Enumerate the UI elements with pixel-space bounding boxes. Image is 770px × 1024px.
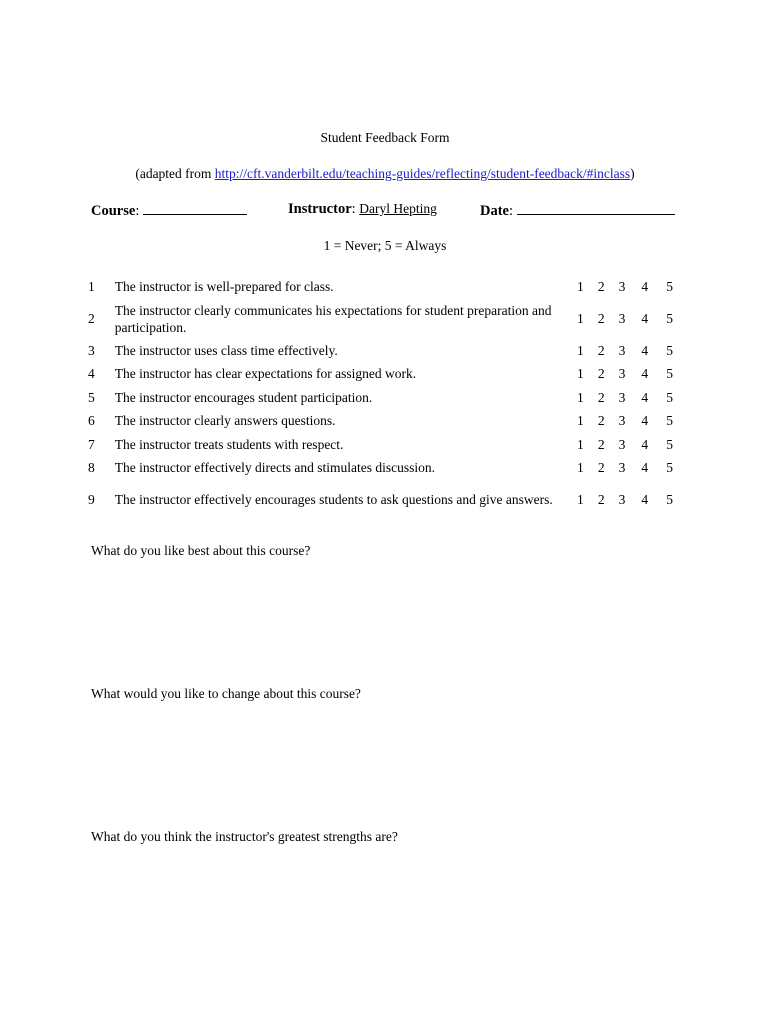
rating-option-1[interactable]: 1 <box>577 492 584 507</box>
date-label: Date <box>480 203 509 219</box>
question-row <box>88 299 682 339</box>
form-title: Student Feedback Form <box>320 130 450 145</box>
question-text: The instructor clearly communicates his expectations for student preparation and participation. <box>114 302 552 335</box>
rating-option-5[interactable]: 5 <box>666 342 673 358</box>
instructor-label: Instructor <box>288 201 352 217</box>
question-row <box>88 275 682 299</box>
question-number: 5 <box>88 389 95 405</box>
course-blank[interactable] <box>143 201 247 215</box>
rating-option-1[interactable]: 1 <box>577 460 584 476</box>
instructor-name: Daryl Hepting <box>359 201 437 216</box>
rating-option-3[interactable]: 3 <box>618 366 626 382</box>
question-text: The instructor encourages student participation. <box>114 389 373 405</box>
question-text: The instructor effectively encourages students to ask questions and give answers. <box>114 492 553 507</box>
rating-option-2[interactable]: 2 <box>597 342 605 358</box>
rating-option-4[interactable]: 4 <box>641 460 649 476</box>
rating-option-1[interactable]: 1 <box>577 366 584 382</box>
rating-option-4[interactable]: 4 <box>641 436 649 452</box>
rating-option-1[interactable]: 1 <box>577 413 584 429</box>
rating-option-1[interactable]: 1 <box>577 279 584 295</box>
source-citation <box>0 166 770 182</box>
question-row <box>88 409 682 433</box>
source-link[interactable]: http://cft.vanderbilt.edu/teaching-guides/reflecting/student-feedback/#inclass <box>214 166 631 181</box>
question-number: 2 <box>88 311 95 326</box>
rating-option-4[interactable]: 4 <box>641 366 649 382</box>
rating-option-3[interactable]: 3 <box>618 389 626 405</box>
rating-option-1[interactable]: 1 <box>577 436 584 452</box>
question-row <box>88 362 682 386</box>
rating-option-1[interactable]: 1 <box>577 389 584 405</box>
source-suffix: ) <box>630 166 635 181</box>
form-header-fields <box>91 201 681 223</box>
question-text: The instructor has clear expectations for assigned work. <box>114 366 417 382</box>
question-number: 1 <box>88 279 95 295</box>
rating-option-4[interactable]: 4 <box>641 389 649 405</box>
rating-option-4[interactable]: 4 <box>641 311 649 326</box>
rating-option-3[interactable]: 3 <box>618 436 626 452</box>
rating-option-4[interactable]: 4 <box>641 492 649 507</box>
instructor-field: Instructor: Daryl Hepting <box>288 201 437 217</box>
rating-option-3[interactable]: 3 <box>618 492 626 507</box>
rating-option-5[interactable]: 5 <box>666 311 673 326</box>
rating-option-2[interactable]: 2 <box>597 311 605 326</box>
course-label: Course <box>91 203 136 219</box>
rating-option-5[interactable]: 5 <box>666 436 673 452</box>
rating-option-5[interactable]: 5 <box>666 279 673 295</box>
rating-option-2[interactable]: 2 <box>597 460 605 476</box>
rating-option-2[interactable]: 2 <box>597 366 605 382</box>
rating-option-3[interactable]: 3 <box>618 413 626 429</box>
rating-option-2[interactable]: 2 <box>597 279 605 295</box>
rating-option-5[interactable]: 5 <box>666 460 673 476</box>
question-number: 9 <box>88 492 95 507</box>
source-prefix: (adapted from <box>135 166 215 181</box>
rating-option-3[interactable]: 3 <box>618 342 626 358</box>
rating-option-1[interactable]: 1 <box>577 342 584 358</box>
open-question-strengths: What do you think the instructor's greatest strengths are? <box>91 829 398 844</box>
question-text: The instructor uses class time effectively. <box>114 342 338 358</box>
rating-option-2[interactable]: 2 <box>597 389 605 405</box>
rating-option-2[interactable]: 2 <box>597 492 605 507</box>
rating-option-3[interactable]: 3 <box>618 460 626 476</box>
question-text: The instructor effectively directs and stimulates discussion. <box>114 460 436 476</box>
question-row <box>88 339 682 363</box>
rating-option-5[interactable]: 5 <box>666 366 673 382</box>
rating-option-1[interactable]: 1 <box>577 311 584 326</box>
rating-option-5[interactable]: 5 <box>666 389 673 405</box>
question-number: 8 <box>88 460 95 476</box>
open-question-change: What would you like to change about this course? <box>91 686 361 701</box>
question-row <box>88 456 682 480</box>
rating-option-3[interactable]: 3 <box>618 279 626 295</box>
date-field: Date: <box>480 201 675 220</box>
rating-questions-table <box>88 275 682 520</box>
question-text: The instructor is well-prepared for class. <box>114 279 334 295</box>
rating-option-5[interactable]: 5 <box>666 413 673 429</box>
rating-option-2[interactable]: 2 <box>597 413 605 429</box>
rating-option-4[interactable]: 4 <box>641 413 649 429</box>
open-question-like-best: What do you like best about this course? <box>91 543 311 558</box>
rating-option-2[interactable]: 2 <box>597 436 605 452</box>
rating-option-5[interactable]: 5 <box>666 492 673 507</box>
question-row <box>88 433 682 457</box>
course-field: Course: <box>91 201 247 220</box>
question-row <box>88 386 682 410</box>
question-text: The instructor clearly answers questions. <box>114 413 336 429</box>
question-number: 3 <box>88 342 95 358</box>
question-row <box>88 480 682 520</box>
question-number: 6 <box>88 413 95 429</box>
question-number: 7 <box>88 436 95 452</box>
rating-option-4[interactable]: 4 <box>641 342 649 358</box>
date-blank[interactable] <box>517 201 675 215</box>
rating-option-3[interactable]: 3 <box>618 311 626 326</box>
rating-option-4[interactable]: 4 <box>641 279 649 295</box>
question-text: The instructor treats students with respect. <box>114 436 344 452</box>
question-number: 4 <box>88 366 95 382</box>
rating-scale-legend: 1 = Never; 5 = Always <box>323 238 447 253</box>
